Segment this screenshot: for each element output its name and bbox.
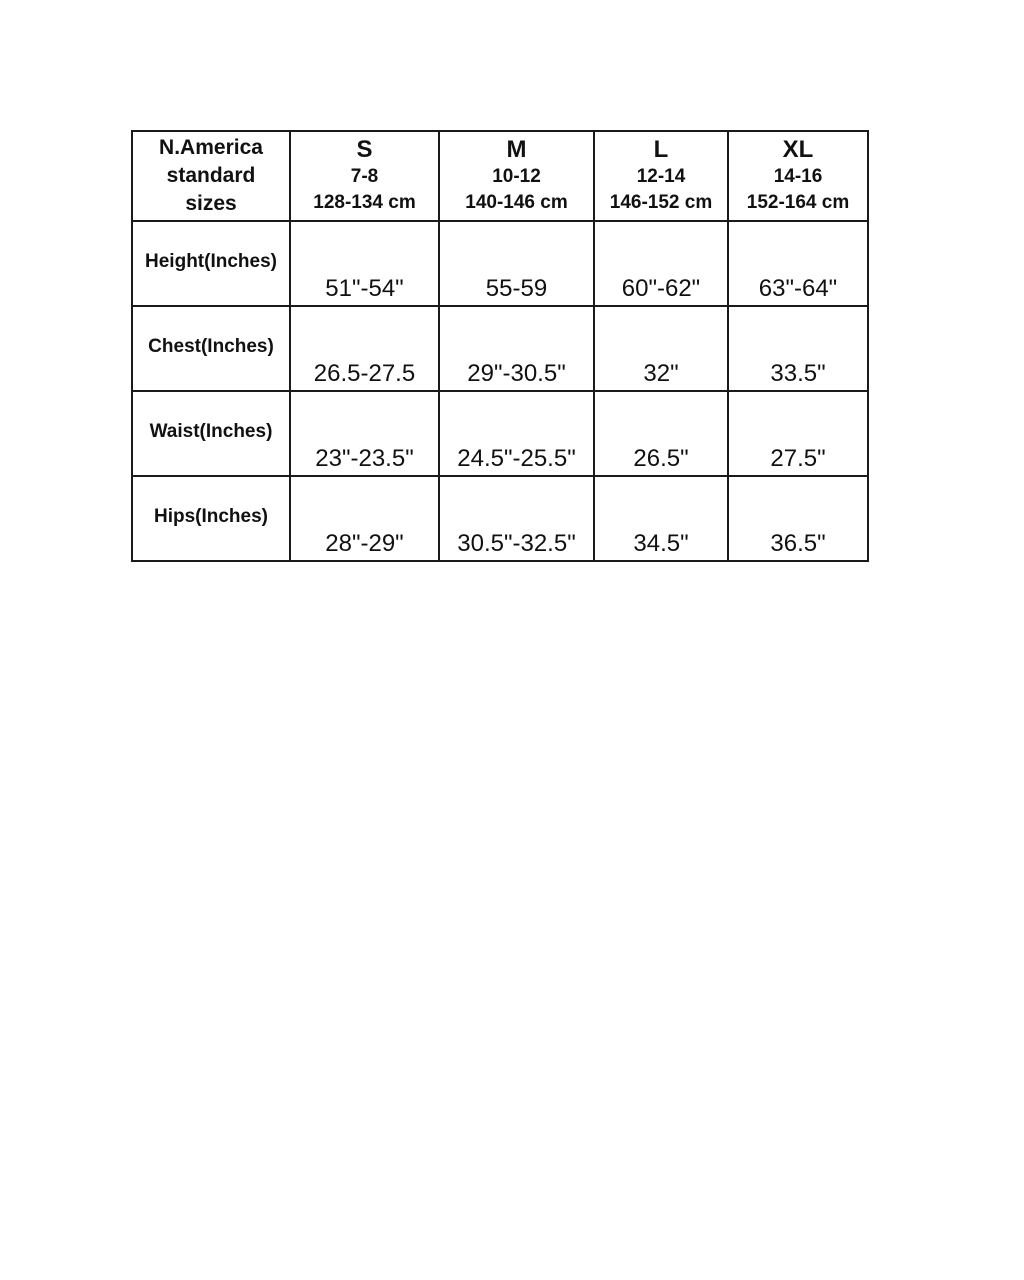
size-cm-range: 140-146 cm — [465, 192, 568, 213]
row-label — [132, 306, 290, 391]
cell-value: 63"-64" — [758, 275, 838, 302]
table-cell — [594, 391, 728, 476]
cell-value: 34.5" — [633, 530, 689, 557]
row-label-text: Chest(Inches) — [148, 335, 274, 357]
table-cell — [439, 306, 594, 391]
table-cell — [439, 476, 594, 561]
cell-value: 26.5" — [633, 445, 689, 472]
row-label-text: Height(Inches) — [145, 250, 277, 272]
size-chart-table — [131, 130, 869, 562]
size-letter: L — [653, 136, 669, 163]
size-age-range: 10-12 — [492, 166, 541, 187]
corner-line: N.America — [159, 136, 263, 159]
cell-value: 55-59 — [485, 275, 548, 302]
size-header-l — [594, 131, 728, 221]
size-chart-header — [132, 131, 868, 221]
cell-value: 36.5" — [770, 530, 826, 557]
row-label-text: Hips(Inches) — [153, 505, 269, 527]
cell-value: 29"-30.5" — [467, 360, 566, 387]
row-label — [132, 391, 290, 476]
size-cm-range: 146-152 cm — [609, 192, 713, 213]
table-cell — [439, 221, 594, 306]
table-row-height — [132, 221, 868, 306]
cell-value: 32" — [643, 360, 679, 387]
size-age-range: 14-16 — [773, 166, 823, 187]
table-row-waist — [132, 391, 868, 476]
cell-value: 51"-54" — [325, 275, 404, 302]
table-cell — [290, 221, 439, 306]
size-letter: XL — [782, 136, 814, 163]
region-standard-header — [132, 131, 290, 221]
size-header-m — [439, 131, 594, 221]
size-header-s — [290, 131, 439, 221]
corner-line: standard — [166, 164, 256, 187]
row-label — [132, 221, 290, 306]
size-cm-range: 128-134 cm — [313, 192, 416, 213]
cell-value: 27.5" — [770, 445, 826, 472]
table-row-chest — [132, 306, 868, 391]
size-header-xl — [728, 131, 868, 221]
size-letter: S — [356, 136, 373, 163]
cell-value: 30.5"-32.5" — [457, 530, 576, 557]
corner-line: sizes — [185, 192, 237, 215]
cell-value: 60"-62" — [621, 275, 701, 302]
cell-value: 33.5" — [770, 360, 826, 387]
table-cell — [728, 221, 868, 306]
row-label-text: Waist(Inches) — [149, 420, 273, 442]
table-cell — [290, 476, 439, 561]
table-row-hips — [132, 476, 868, 561]
cell-value: 26.5-27.5 — [313, 360, 416, 387]
size-letter: M — [506, 136, 527, 163]
size-chart-body — [132, 221, 868, 561]
table-cell — [728, 476, 868, 561]
table-cell — [728, 391, 868, 476]
cell-value: 28"-29" — [325, 530, 404, 557]
size-cm-range: 152-164 cm — [746, 192, 850, 213]
cell-value: 24.5"-25.5" — [457, 445, 576, 472]
size-age-range: 12-14 — [636, 166, 686, 187]
table-cell — [290, 306, 439, 391]
row-label — [132, 476, 290, 561]
size-age-range: 7-8 — [350, 166, 379, 187]
table-cell — [594, 306, 728, 391]
cell-value: 23"-23.5" — [315, 445, 414, 472]
table-cell — [290, 391, 439, 476]
table-cell — [594, 221, 728, 306]
table-cell — [439, 391, 594, 476]
header-row — [132, 131, 868, 221]
table-cell — [728, 306, 868, 391]
table-cell — [594, 476, 728, 561]
